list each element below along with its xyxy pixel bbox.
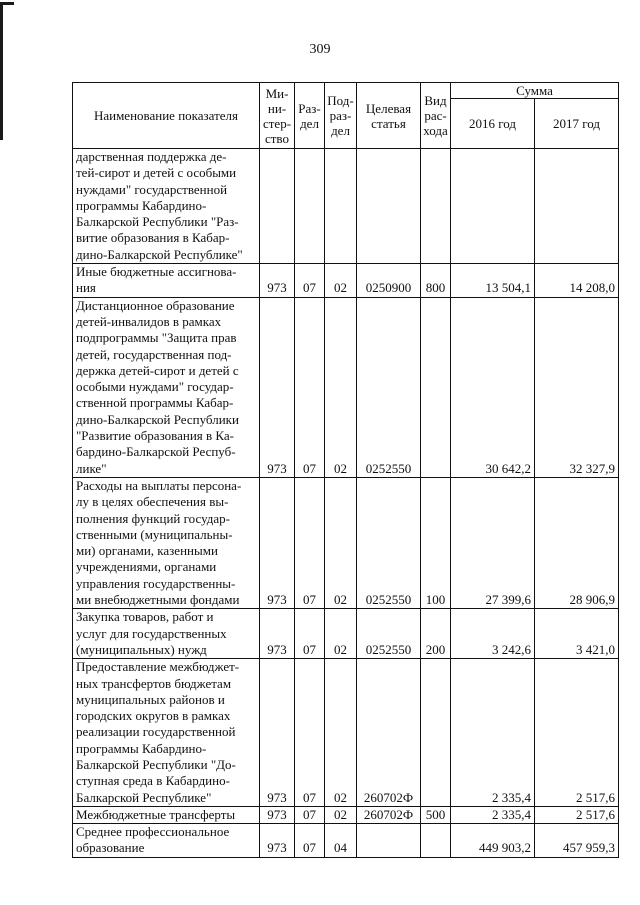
cell-ministry: 973 (260, 477, 295, 608)
cell-subsection: 02 (325, 477, 357, 608)
name-line: витие образования в Кабар- (76, 230, 230, 246)
table-row (73, 609, 619, 659)
cell-ministry: 973 (260, 609, 295, 659)
cell-ministry (260, 149, 295, 264)
scan-corner-mark (0, 2, 14, 5)
cell-amount-2017: 32 327,9 (535, 297, 619, 477)
cell-expense-type: 800 (421, 264, 451, 298)
header-line: хода (423, 123, 448, 138)
cell-amount-2017 (535, 149, 619, 264)
header-line: дел (300, 115, 319, 131)
cell-amount-2017: 28 906,9 (535, 477, 619, 608)
header-line: ни- (267, 100, 287, 116)
header-line: дел (331, 123, 350, 138)
name-line: ми) органами, казенными (76, 543, 218, 559)
name-line: Предоставление межбюджет- (76, 659, 240, 675)
name-line: особыми нуждами" государ- (76, 379, 234, 395)
name-line: детей-инвалидов в рамках (76, 313, 222, 329)
cell-ministry: 973 (260, 264, 295, 298)
header-subsection (325, 83, 357, 149)
cell-section: 07 (295, 824, 325, 858)
cell-target-article (357, 149, 421, 264)
scan-edge-mark (0, 2, 3, 140)
cell-expense-type (421, 297, 451, 477)
name-line: городских округов в рамках (76, 708, 231, 724)
header-line: рас- (424, 108, 447, 123)
table-row (73, 824, 619, 858)
cell-subsection: 02 (325, 659, 357, 807)
cell-indicator-name (73, 806, 260, 823)
cell-target-article: 0252550 (357, 297, 421, 477)
name-line: учреждениями, органами (76, 559, 217, 575)
header-sum: Сумма (451, 83, 619, 99)
cell-subsection: 02 (325, 609, 357, 659)
cell-amount-2016: 3 242,6 (451, 609, 535, 659)
name-line: полнения функций государ- (76, 510, 230, 526)
header-line: Раз- (298, 100, 321, 116)
header-line: Вид (424, 93, 447, 108)
cell-section: 07 (295, 477, 325, 608)
cell-expense-type: 200 (421, 609, 451, 659)
name-line: Дистанционное образование (76, 297, 235, 313)
cell-indicator-name (73, 824, 260, 858)
cell-target-article: 260702Ф (357, 806, 421, 823)
cell-indicator-name (73, 477, 260, 608)
name-line: реализации государственной (76, 724, 236, 740)
header-line: Целевая (365, 100, 412, 116)
name-line: Балкарской Республики "Раз- (76, 214, 239, 230)
header-name: Наименование показателя (73, 83, 260, 149)
name-line: ми внебюджетными фондами (76, 592, 240, 608)
name-line: управления государственны- (76, 575, 236, 591)
table-row (73, 297, 619, 477)
cell-amount-2017: 2 517,6 (535, 806, 619, 823)
name-line: нуждами" государственной (76, 181, 228, 197)
cell-ministry: 973 (260, 297, 295, 477)
header-line: статья (371, 115, 406, 131)
name-line: бардино-Балкарской Респуб- (76, 444, 236, 460)
cell-subsection: 02 (325, 264, 357, 298)
cell-indicator-name (73, 264, 260, 298)
header-target-article (357, 83, 421, 149)
header-section (295, 83, 325, 149)
header-year-2016: 2016 год (451, 99, 535, 149)
header-line: ство (264, 130, 289, 146)
cell-amount-2017: 3 421,0 (535, 609, 619, 659)
cell-section: 07 (295, 659, 325, 807)
header-ministry (260, 83, 295, 149)
name-line: лу в целях обеспечения вы- (76, 494, 229, 510)
cell-expense-type: 100 (421, 477, 451, 608)
cell-ministry: 973 (260, 824, 295, 858)
cell-subsection: 02 (325, 806, 357, 823)
name-line: Иные бюджетные ассигнова- (76, 264, 237, 280)
cell-target-article: 0252550 (357, 609, 421, 659)
cell-expense-type: 500 (421, 806, 451, 823)
name-line: Расходы на выплаты персона- (76, 477, 242, 493)
cell-section: 07 (295, 264, 325, 298)
name-line: лике" (76, 460, 107, 476)
header-line: раз- (329, 108, 352, 123)
cell-indicator-name (73, 609, 260, 659)
cell-amount-2016: 2 335,4 (451, 659, 535, 807)
cell-indicator-name (73, 297, 260, 477)
name-line: "Развитие образования в Ка- (76, 428, 235, 444)
cell-section: 07 (295, 806, 325, 823)
name-line: образование (76, 840, 145, 856)
cell-expense-type (421, 659, 451, 807)
name-line: тей-сирот и детей с особыми (76, 165, 237, 181)
header-year-2017: 2017 год (535, 99, 619, 149)
table-row (73, 477, 619, 608)
table-row (73, 264, 619, 298)
name-line: программы Кабардино- (76, 197, 207, 213)
name-line: Межбюджетные трансферты (76, 806, 236, 822)
budget-table (72, 82, 619, 858)
cell-subsection: 04 (325, 824, 357, 858)
cell-section: 07 (295, 297, 325, 477)
cell-target-article: 260702Ф (357, 659, 421, 807)
name-line: программы Кабардино- (76, 740, 207, 756)
cell-amount-2017: 2 517,6 (535, 659, 619, 807)
cell-amount-2016: 27 399,6 (451, 477, 535, 608)
cell-amount-2017: 457 959,3 (535, 824, 619, 858)
name-line: дино-Балкарской Республике" (76, 246, 243, 262)
cell-amount-2016: 30 642,2 (451, 297, 535, 477)
name-line: дино-Балкарской Республики (76, 411, 239, 427)
cell-indicator-name (73, 659, 260, 807)
name-line: ственной программы Кабар- (76, 395, 234, 411)
name-line: Среднее профессиональное (76, 824, 230, 840)
cell-amount-2016: 449 903,2 (451, 824, 535, 858)
name-line: ных трансфертов бюджетам (76, 675, 232, 691)
table-row (73, 806, 619, 823)
name-line: дарственная поддержка де- (76, 149, 227, 164)
cell-ministry: 973 (260, 806, 295, 823)
header-expense-type (421, 83, 451, 149)
name-line: Закупка товаров, работ и (76, 609, 214, 625)
cell-expense-type (421, 149, 451, 264)
cell-subsection: 02 (325, 297, 357, 477)
table-body (73, 149, 619, 858)
name-line: держка детей-сирот и детей с (76, 362, 239, 378)
cell-section: 07 (295, 609, 325, 659)
name-line: услуг для государственных (76, 625, 227, 641)
table-row (73, 659, 619, 807)
name-line: Балкарской Республики "До- (76, 756, 236, 772)
cell-target-article: 0250900 (357, 264, 421, 298)
name-line: ступная среда в Кабардино- (76, 773, 230, 789)
cell-ministry: 973 (260, 659, 295, 807)
cell-subsection (325, 149, 357, 264)
name-line: Балкарской Республике" (76, 789, 212, 805)
table-row (73, 149, 619, 264)
cell-section (295, 149, 325, 264)
header-line: Ми- (265, 85, 289, 101)
cell-indicator-name (73, 149, 260, 264)
page-number: 309 (309, 42, 331, 57)
name-line: подпрограммы "Защита прав (76, 330, 237, 346)
cell-target-article (357, 824, 421, 858)
header-line: Под- (327, 93, 354, 108)
cell-amount-2017: 14 208,0 (535, 264, 619, 298)
name-line: (муниципальных) нужд (76, 641, 207, 657)
name-line: ния (76, 280, 96, 296)
header-line: стер- (262, 115, 292, 131)
name-line: муниципальных районов и (76, 691, 225, 707)
cell-target-article: 0252550 (357, 477, 421, 608)
cell-amount-2016: 2 335,4 (451, 806, 535, 823)
cell-amount-2016: 13 504,1 (451, 264, 535, 298)
cell-expense-type (421, 824, 451, 858)
name-line: детей, государственная под- (76, 346, 232, 362)
name-line: ственными (муниципальны- (76, 526, 233, 542)
cell-amount-2016 (451, 149, 535, 264)
